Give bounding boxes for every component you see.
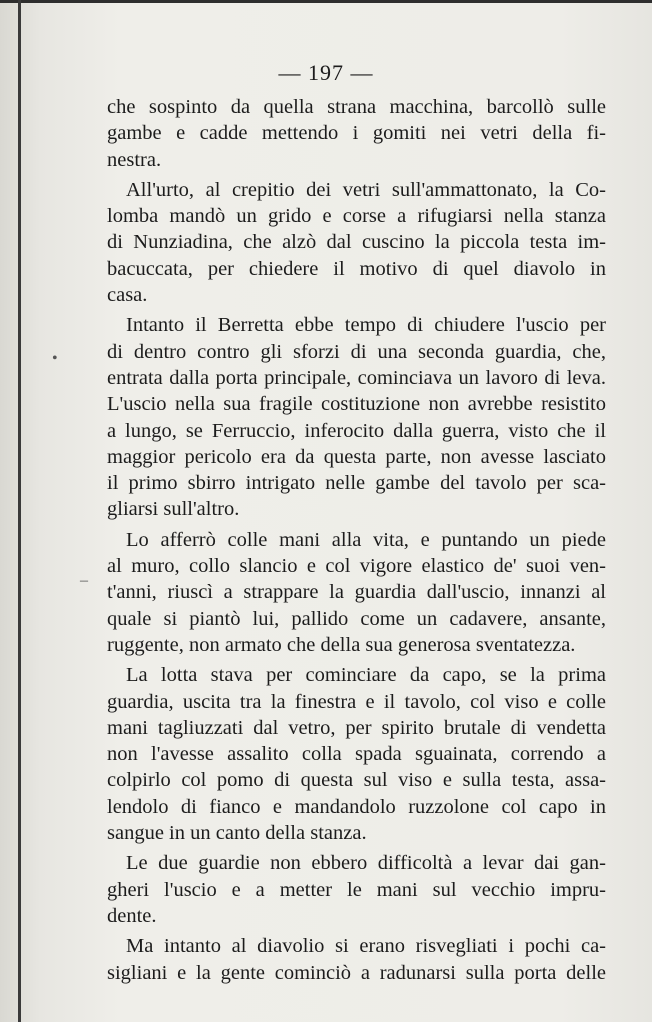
paragraph [107,94,606,173]
paragraph [107,312,606,522]
text-line: al muro, collo slancio e col vigore elastico de' suoi ven- [107,555,606,578]
text-line: La lotta stava per cominciare da capo, se la prima [126,664,606,687]
text-line: sigliani e la gente cominciò a radunarsi sulla porta delle [107,961,606,984]
text-line: quale si piantò lui, pallido come un cadavere, ansante, [107,607,606,630]
text-line: Lo afferrò colle mani alla vita, e puntando un piede [126,528,606,551]
body-text [107,94,606,986]
text-line: Ma intanto al diavolio si erano risvegliati i pochi ca- [126,935,606,958]
paragraph [107,662,606,846]
text-line: Intanto il Berretta ebbe tempo di chiudere l'uscio per [126,314,606,337]
text-line: gliarsi sull'altro. [107,498,240,521]
paragraph [107,850,606,929]
text-line: non l'avesse assalito colla spada sguainata, correndo a [107,743,606,766]
text-line: bacuccata, per chiedere il motivo di quel diavolo in [107,257,606,280]
text-line: gheri l'uscio e a metter le mani sul vecchio impru- [107,878,606,901]
text-line: casa. [107,284,148,307]
margin-dash: – [80,572,88,589]
paragraph [107,933,606,986]
text-line: a lungo, se Ferruccio, inferocito dalla guerra, visto che il [107,419,606,442]
text-line: maggior pericolo era da questa parte, non avesse lasciato [107,445,606,468]
text-line: che sospinto da quella strana macchina, barcollò sulle [107,96,606,118]
text-line: di dentro contro gli sforzi di una seconda guardia, che, [107,340,606,363]
text-line: L'uscio nella sua fragile costituzione non avrebbe resistito [107,393,606,416]
text-line: lendolo di fianco e mandandolo ruzzolone col capo in [107,795,606,818]
text-line: gambe e cadde mettendo i gomiti nei vetri della fi- [107,122,606,145]
text-line: guardia, uscita tra la finestra e il tavolo, col viso e colle [107,690,606,713]
text-line: di Nunziadina, che alzò dal cuscino la piccola testa im- [107,231,606,254]
text-line: sangue in un canto della stanza. [107,822,367,845]
text-line: entrata dalla porta principale, cominciava un lavoro di leva. [107,366,606,389]
text-line: lomba mandò un grido e corse a rifugiarsi nella stanza [107,205,606,228]
text-line: mani tagliuzzati dal vetro, per spirito brutale di vendetta [107,716,606,739]
page-top-edge [0,0,652,3]
page-number: — 197 — [278,60,374,85]
paragraph [107,177,606,308]
margin-speck: • [52,350,58,367]
text-line: ruggente, non armato che della sua generosa sventatezza. [107,633,576,656]
text-line: t'anni, riuscì a strappare la guardia dall'uscio, innanzi al [107,581,606,604]
paragraph [107,527,606,658]
text-line: il primo sbirro intrigato nelle gambe del tavolo per sca- [107,472,606,495]
text-line: colpirlo col pomo di questa sul viso e sulla testa, assa- [107,769,606,792]
text-line: All'urto, al crepitio dei vetri sull'ammattonato, la Co- [126,178,606,201]
binding-edge [18,0,21,1022]
text-line: dente. [107,904,157,927]
text-line: nestra. [107,148,162,171]
text-line: Le due guardie non ebbero difficoltà a levar dai gan- [126,852,606,875]
